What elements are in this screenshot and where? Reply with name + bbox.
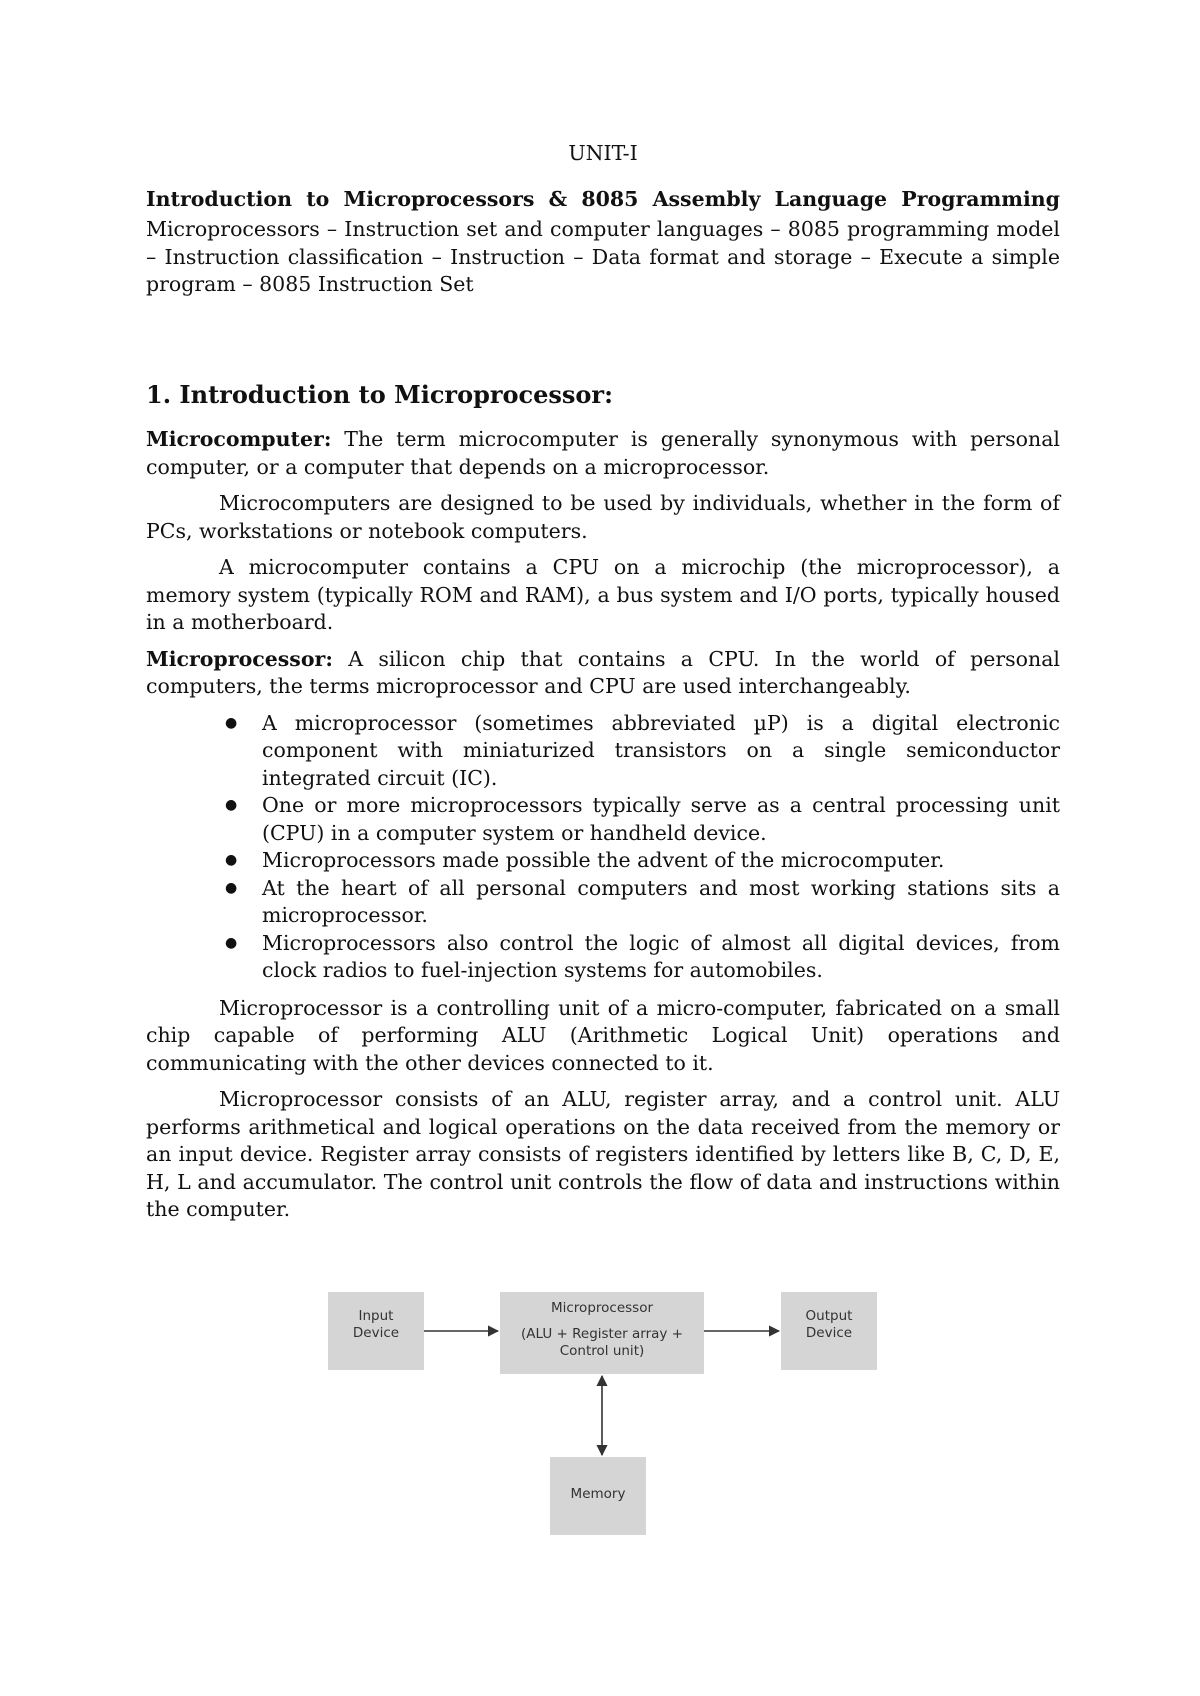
microcomputer-definition: [146, 426, 1060, 481]
output-device-line2: Device: [805, 1325, 853, 1341]
unit-title: UNIT-I: [568, 141, 638, 165]
microprocessor-definition: [146, 646, 1060, 701]
input-device-line2: Device: [352, 1325, 400, 1341]
microcomputer-term: Microcomputer:: [146, 427, 332, 451]
paragraph-contains: A microcomputer contains a CPU on a microchip (the microprocessor), a memory system (typically ROM and RAM), a bus system and I/O ports, typically housed in a motherboard.: [146, 555, 1060, 634]
paragraph-controlling: Microprocessor is a controlling unit of a micro-computer, fabricated on a small chip capable of performing ALU (Arithmetic Logical Unit) operations and communicating with the other devices connected to it.: [146, 995, 1060, 1075]
output-device-label: [781, 1292, 877, 1342]
syllabus-heading: Introduction to Microprocessors & 8085 Assembly Language Programming: [146, 186, 1060, 211]
syllabus-topics: Microprocessors – Instruction set and computer languages – 8085 programming model – Instruction classification – Instruction – Data format and storage – Execute a simple program – 8085 Instruction Set: [146, 217, 1060, 296]
microprocessor-components-line2: Control unit): [559, 1343, 645, 1359]
paragraph-consists: Microprocessor consists of an ALU, register array, and a control unit. ALU performs arithmetical and logical operations on the data received from the memory or an input device. Register array consists of registers identified by letters like B, C, D, E, H, L and accumulator. The control unit controls the flow of data and instructions within the computer.: [146, 1087, 1060, 1221]
output-device-line1: Output: [805, 1308, 853, 1324]
bullet-list: [146, 710, 1060, 985]
list-item: ● At the heart of all personal computers and most working stations sits a microprocessor.: [262, 875, 1060, 930]
section-heading: 1. Introduction to Microprocessor:: [146, 379, 613, 409]
input-device-line1: Input: [358, 1308, 394, 1324]
microprocessor-box: [500, 1292, 704, 1374]
microprocessor-term: Microprocessor:: [146, 646, 333, 671]
list-item: ● A microprocessor (sometimes abbreviated µP) is a digital electronic component with miniaturized transistors on a single semiconductor integrated circuit (IC).: [262, 710, 1060, 793]
paragraph-designed: Microcomputers are designed to be used by individuals, whether in the form of PCs, workstations or notebook computers.: [146, 491, 1060, 543]
microcomputer-text: The term microcomputer is generally synonymous with personal computer, or a computer that depends on a microprocessor.: [146, 427, 1060, 479]
memory-box: [550, 1457, 646, 1535]
microprocessor-components-line1: (ALU + Register array +: [521, 1326, 683, 1342]
list-item: ● One or more microprocessors typically serve as a central processing unit (CPU) in a computer system or handheld device.: [262, 792, 1060, 847]
input-device-box: [328, 1292, 424, 1370]
input-device-label: [328, 1292, 424, 1342]
output-device-box: [781, 1292, 877, 1370]
list-item: ● Microprocessors made possible the advent of the microcomputer.: [262, 847, 1060, 875]
microprocessor-title: Microprocessor: [550, 1300, 654, 1316]
memory-label: Memory: [570, 1486, 626, 1502]
microprocessor-text: A silicon chip that contains a CPU. In the world of personal computers, the terms microprocessor and CPU are used interchangeably.: [146, 646, 1060, 698]
document-content: [146, 140, 1060, 1233]
list-item: ● Microprocessors also control the logic of almost all digital devices, from clock radios to fuel-injection systems for automobiles.: [262, 930, 1060, 985]
microprocessor-components: [500, 1326, 704, 1360]
